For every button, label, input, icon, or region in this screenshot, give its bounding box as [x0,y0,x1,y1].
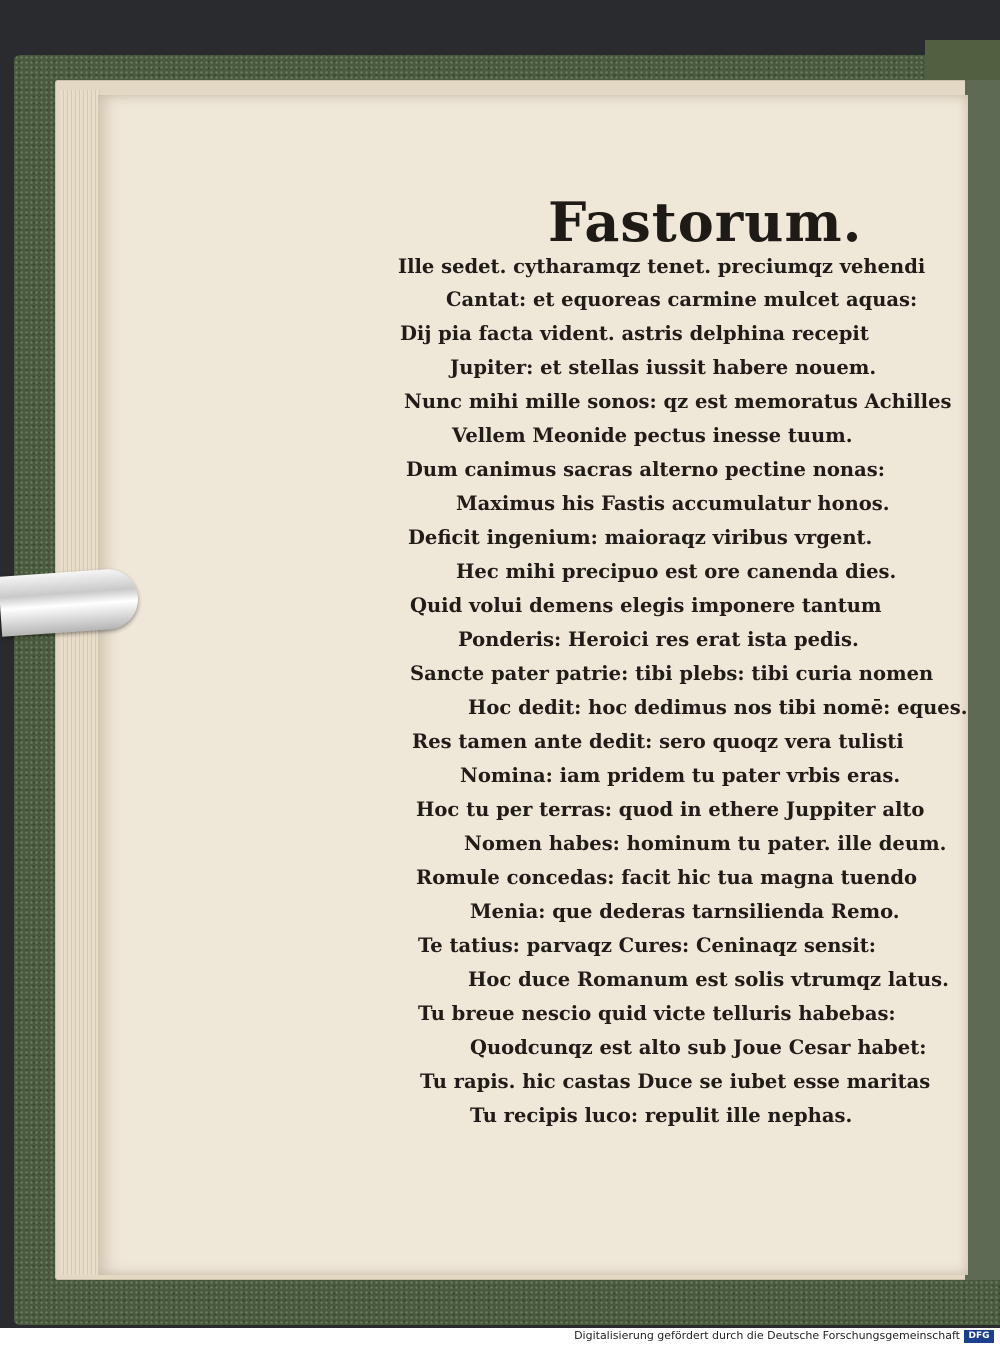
verse-line: Hec mihi precipuo est ore canenda dies. [456,560,897,583]
verse-line: Hoc dedit: hoc dedimus nos tibi nomē: eques. [468,696,968,719]
verse-line: Jupiter: et stellas iussit habere nouem. [450,356,877,379]
verse-line: Tu rapis. hic castas Duce se iubet esse maritas [420,1070,931,1093]
verse-line: Ille sedet. cytharamqz tenet. preciumqz vehendi [398,255,926,278]
footer-bar [0,1328,1000,1346]
verse-line: Nomen habes: hominum tu pater. ille deum. [464,832,947,855]
facing-page-edge [965,80,1000,1280]
verse-line: Dum canimus sacras alterno pectine nonas: [406,458,885,481]
verse-line: Hoc tu per terras: quod in ethere Juppiter alto [416,798,925,821]
footer-credit: Digitalisierung gefördert durch die Deutsche Forschungsgemeinschaft [574,1329,960,1342]
verse-line: Deficit ingenium: maioraqz viribus vrgent. [408,526,873,549]
verse-line: Menia: que dederas tarnsilienda Remo. [470,900,900,923]
verse-line: Tu recipis luco: repulit ille nephas. [470,1104,853,1127]
page-edges [60,90,100,1275]
verse-line: Nomina: iam pridem tu pater vrbis eras. [460,764,901,787]
verse-line: Te tatius: parvaqz Cures: Ceninaqz sensit: [418,934,876,957]
verse-line: Res tamen ante dedit: sero quoqz vera tulisti [412,730,904,753]
page-heading: Fastorum. [548,190,863,254]
verse-line: Quodcunqz est alto sub Joue Cesar habet: [470,1036,927,1059]
verse-line: Quid volui demens elegis imponere tantum [410,594,882,617]
verse-line: Nunc mihi mille sonos: qz est memoratus Achilles [404,390,952,413]
verse-line: Tu breue nescio quid victe telluris habebas: [418,1002,896,1025]
book-cover-corner [925,40,1000,80]
verse-line: Maximus his Fastis accumulatur honos. [456,492,890,515]
verse-line: Cantat: et equoreas carmine mulcet aquas: [446,288,918,311]
verse-line: Ponderis: Heroici res erat ista pedis. [458,628,859,651]
verse-line: Hoc duce Romanum est solis vtrumqz latus. [468,968,949,991]
verse-line: Dij pia facta vident. astris delphina recepit [400,322,869,345]
dfg-logo: DFG [964,1330,994,1343]
page-holder-clip [0,567,140,636]
verse-line: Romule concedas: facit hic tua magna tuendo [416,866,918,889]
verse-line: Vellem Meonide pectus inesse tuum. [452,424,853,447]
verse-line: Sancte pater patrie: tibi plebs: tibi curia nomen [410,662,934,685]
